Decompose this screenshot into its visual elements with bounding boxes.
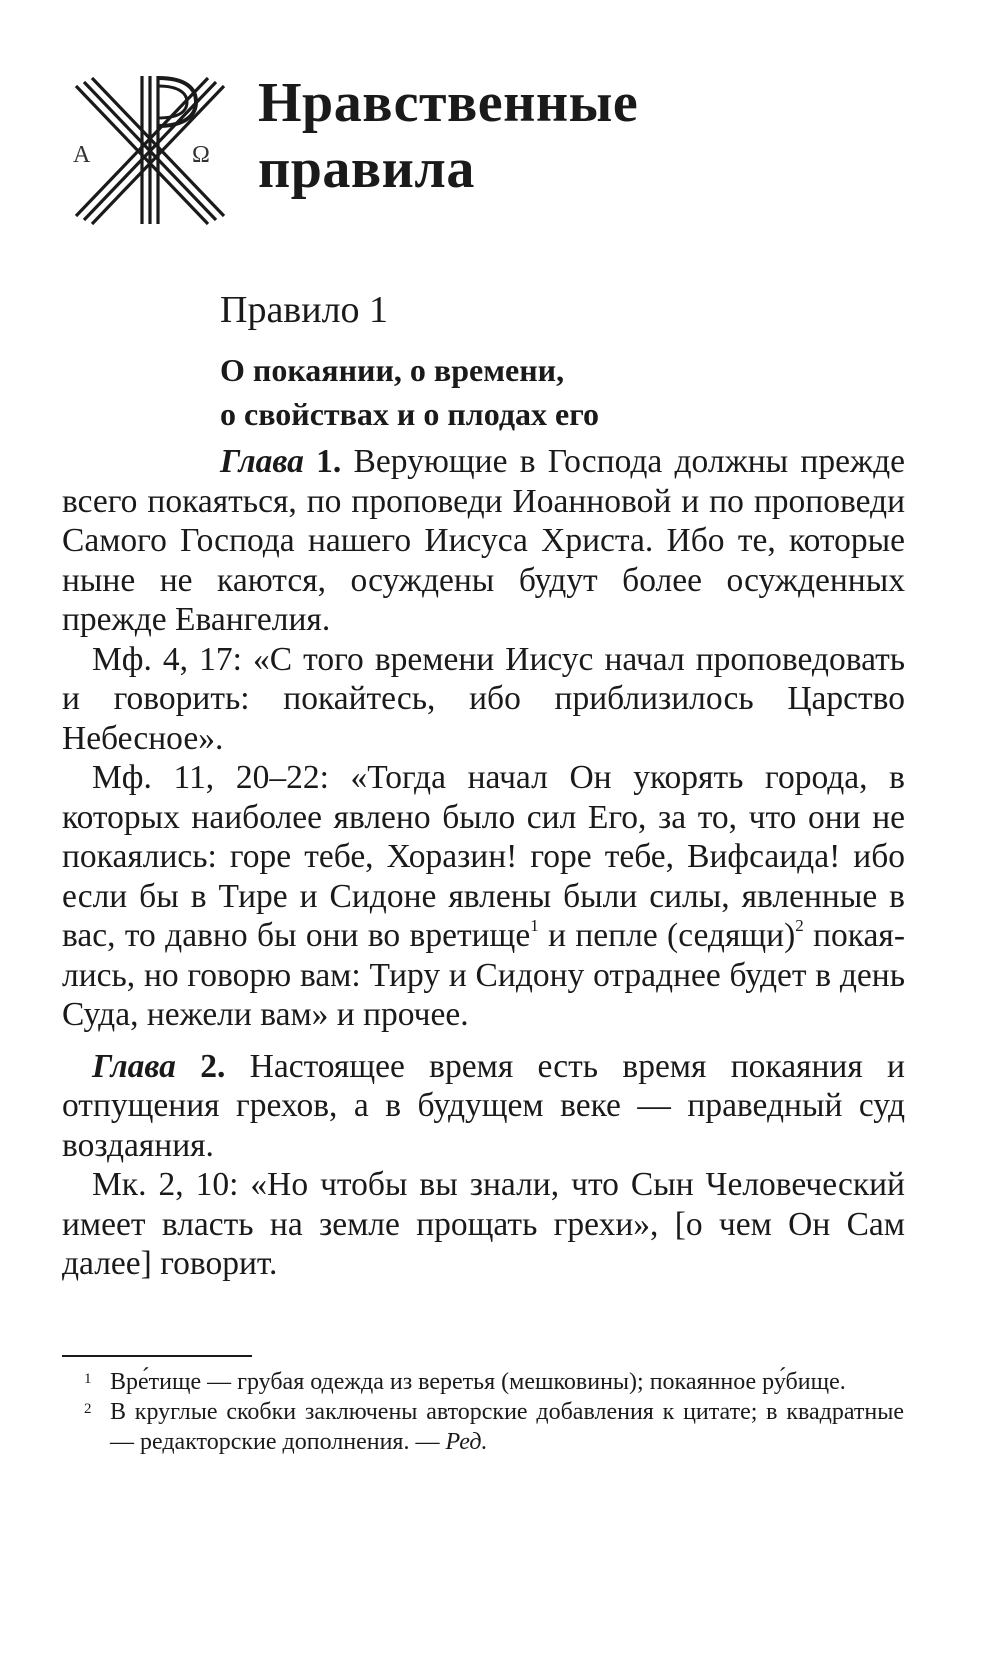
footnotes [84, 1367, 904, 1457]
rule-subtitle [220, 348, 900, 436]
title-line-2: правила [258, 138, 475, 200]
quote-mt-11-part-3: покаялись, но говорю вам: Тиру и Сидону отраднее будет в день Суда, нежели вам» и прочее. [62, 917, 905, 1033]
quote-mt-11-part-2: и пепле (седящи) [538, 917, 796, 954]
rule-number: Правило 1 [220, 289, 389, 331]
quote-mk-2-10: Мк. 2, 10: «Но чтобы вы знали, что Сын Человеческий имеет власть на земле прощать грехи», [о чем Он Сам далее] говорит. [62, 1166, 905, 1282]
chi-rho-icon [70, 72, 230, 227]
footnote-1-mark: 1 [84, 1371, 92, 1387]
footnote-2 [84, 1397, 904, 1457]
footnote-2-mark: 2 [84, 1401, 92, 1417]
footnote-ref-1: 1 [530, 915, 539, 935]
footnote-divider [62, 1355, 252, 1357]
footnote-ref-2: 2 [795, 915, 804, 935]
page-title [258, 70, 638, 202]
chapter-1-paragraph [62, 442, 905, 640]
rule-subtitle-line-2: о свойствах и о плодах его [220, 396, 599, 432]
footnote-1-text: Вре́тище — грубая одежда из веретья (мешковины); покаянное ру́бище. [110, 1369, 846, 1395]
quote-mt-11-20-22 [62, 758, 905, 1035]
chapter-1-number: 1. [316, 443, 342, 480]
quote-mt-11-part-1: Мф. 11, 20–22: «Тогда начал Он укорять города, в которых наиболее явлено было сил Его, за то, что они не покаялись: горе тебе, Хоразин! горе тебе, Вифсаида! ибо если бы в Тире и Сидоне явлены были силы, явленные в вас, то давно бы они во вретище [62, 759, 905, 954]
quote-mt-4-17: Мф. 4, 17: «С того времени Иисус начал проповедовать и говорить: покайтесь, ибо приблизилось Царство Небесное». [62, 640, 905, 757]
footnote-1 [84, 1367, 904, 1397]
chapter-2-label: Глава [92, 1047, 176, 1085]
chapter-2-paragraph [62, 1047, 905, 1166]
editor-mark: Ред. [445, 1429, 488, 1455]
omega-letter: Ω [192, 142, 210, 168]
chapter-2-number: 2. [200, 1047, 226, 1085]
alpha-letter: A [73, 142, 91, 168]
main-text [62, 442, 905, 1284]
chapter-1-text: Верующие в Господа должны прежде всего покаяться, по проповеди Иоанновой и по проповеди Самого Господа нашего Иисуса Христа. Ибо те, которые ныне не каются, осуждены будут более осужденных прежде Евангелия. [62, 443, 906, 638]
chapter-1-label: Глава [220, 443, 304, 480]
title-line-1: Нравственные [258, 72, 639, 134]
chapter-2-text: Настоящее время есть время покаяния и отпущения грехов, а в будущем веке — праведный суд воздаяния. [62, 1047, 905, 1164]
rule-subtitle-line-1: О покаянии, о времени, [220, 352, 565, 388]
footnote-2-text: В круглые скобки заключены авторские добавления к цитате; в квадратные — редакторские дополнения. — [110, 1399, 904, 1455]
